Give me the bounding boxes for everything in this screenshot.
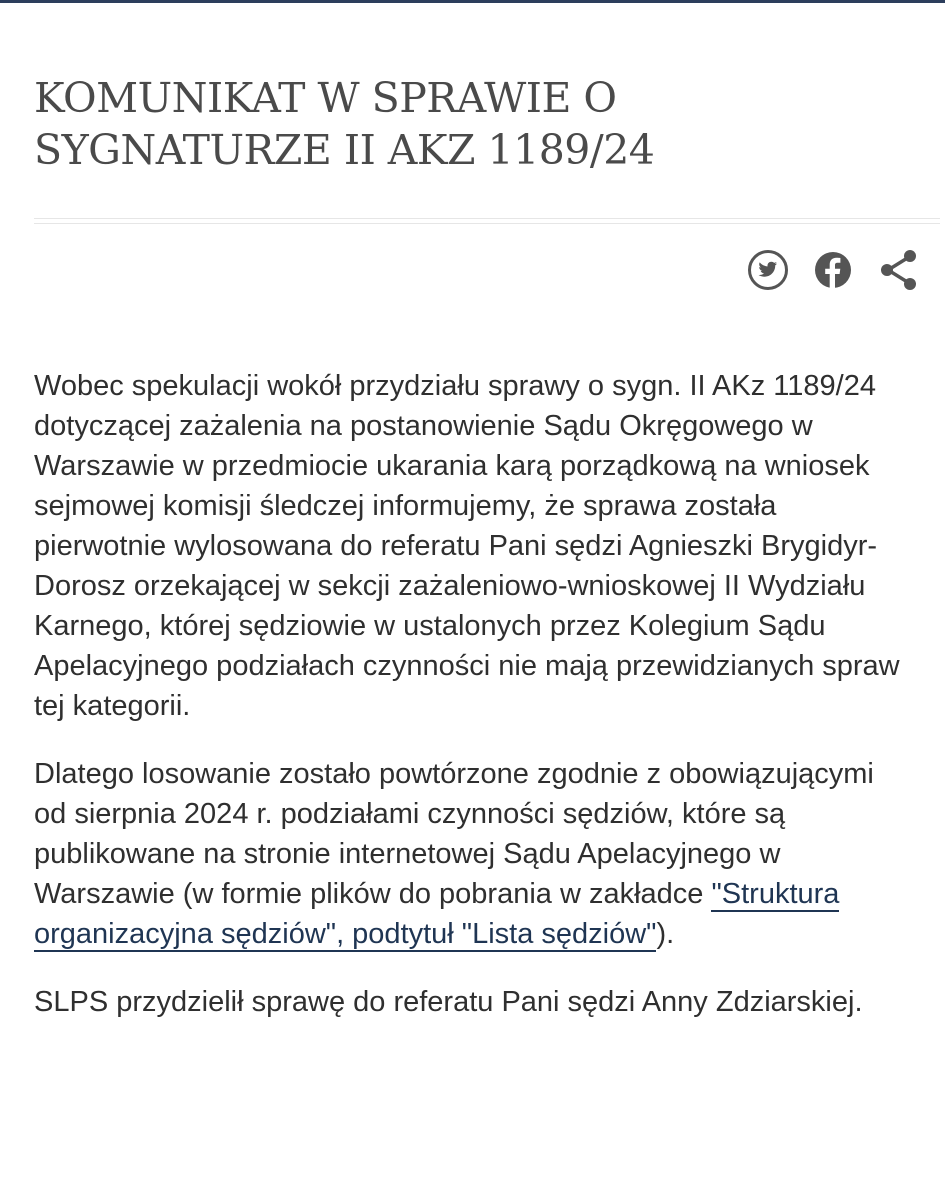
title-line-2: SYGNATURZE II AKZ 1189/24 [34, 126, 655, 174]
facebook-icon[interactable] [813, 250, 853, 290]
paragraph-2-end: ). [656, 918, 675, 950]
article-body [34, 366, 904, 1050]
share-icon[interactable] [877, 248, 921, 292]
paragraph-2 [34, 754, 904, 954]
top-bar [0, 0, 945, 3]
paragraph-3: SLPS przydzielił sprawę do referatu Pani sędzi Anny Zdziarskiej. [34, 986, 863, 1018]
structure-link[interactable]: "Struktura organizacyjna sędziów", podtytuł "Lista sędziów" [34, 878, 840, 950]
page-title [34, 72, 914, 176]
paragraph-1: Wobec spekulacji wokół przydziału sprawy o sygn. II AKz 1189/24 dotyczącej zażalenia na postanowienie Sądu Okręgowego w Warszawie w przedmiocie ukarania karą porządkową na wniosek sejmowej komisji śledczej informujemy, że sprawa została pierwotnie wylosowana do referatu Pani sędzi Agnieszki Brygidyr-Dorosz orzekającej w sekcji zażaleniowo-wnioskowej II Wydziału Karnego, której sędziowie w ustalonych przez Kolegium Sądu Apelacyjnego podziałach czynności nie mają przewidzianych spraw tej kategorii. [34, 370, 900, 722]
title-line-1: KOMUNIKAT W SPRAWIE O [34, 74, 617, 122]
paragraph-2-text: Dlatego losowanie zostało powtórzone zgodnie z obowiązującymi od sierpnia 2024 r. podziałami czynności sędziów, które są publikowane na stronie internetowej Sądu Apelacyjnego w Warszawie (w formie plików do pobrania w zakładce [34, 758, 874, 910]
divider [34, 218, 940, 224]
share-bar [747, 248, 921, 292]
twitter-icon[interactable] [747, 249, 789, 291]
